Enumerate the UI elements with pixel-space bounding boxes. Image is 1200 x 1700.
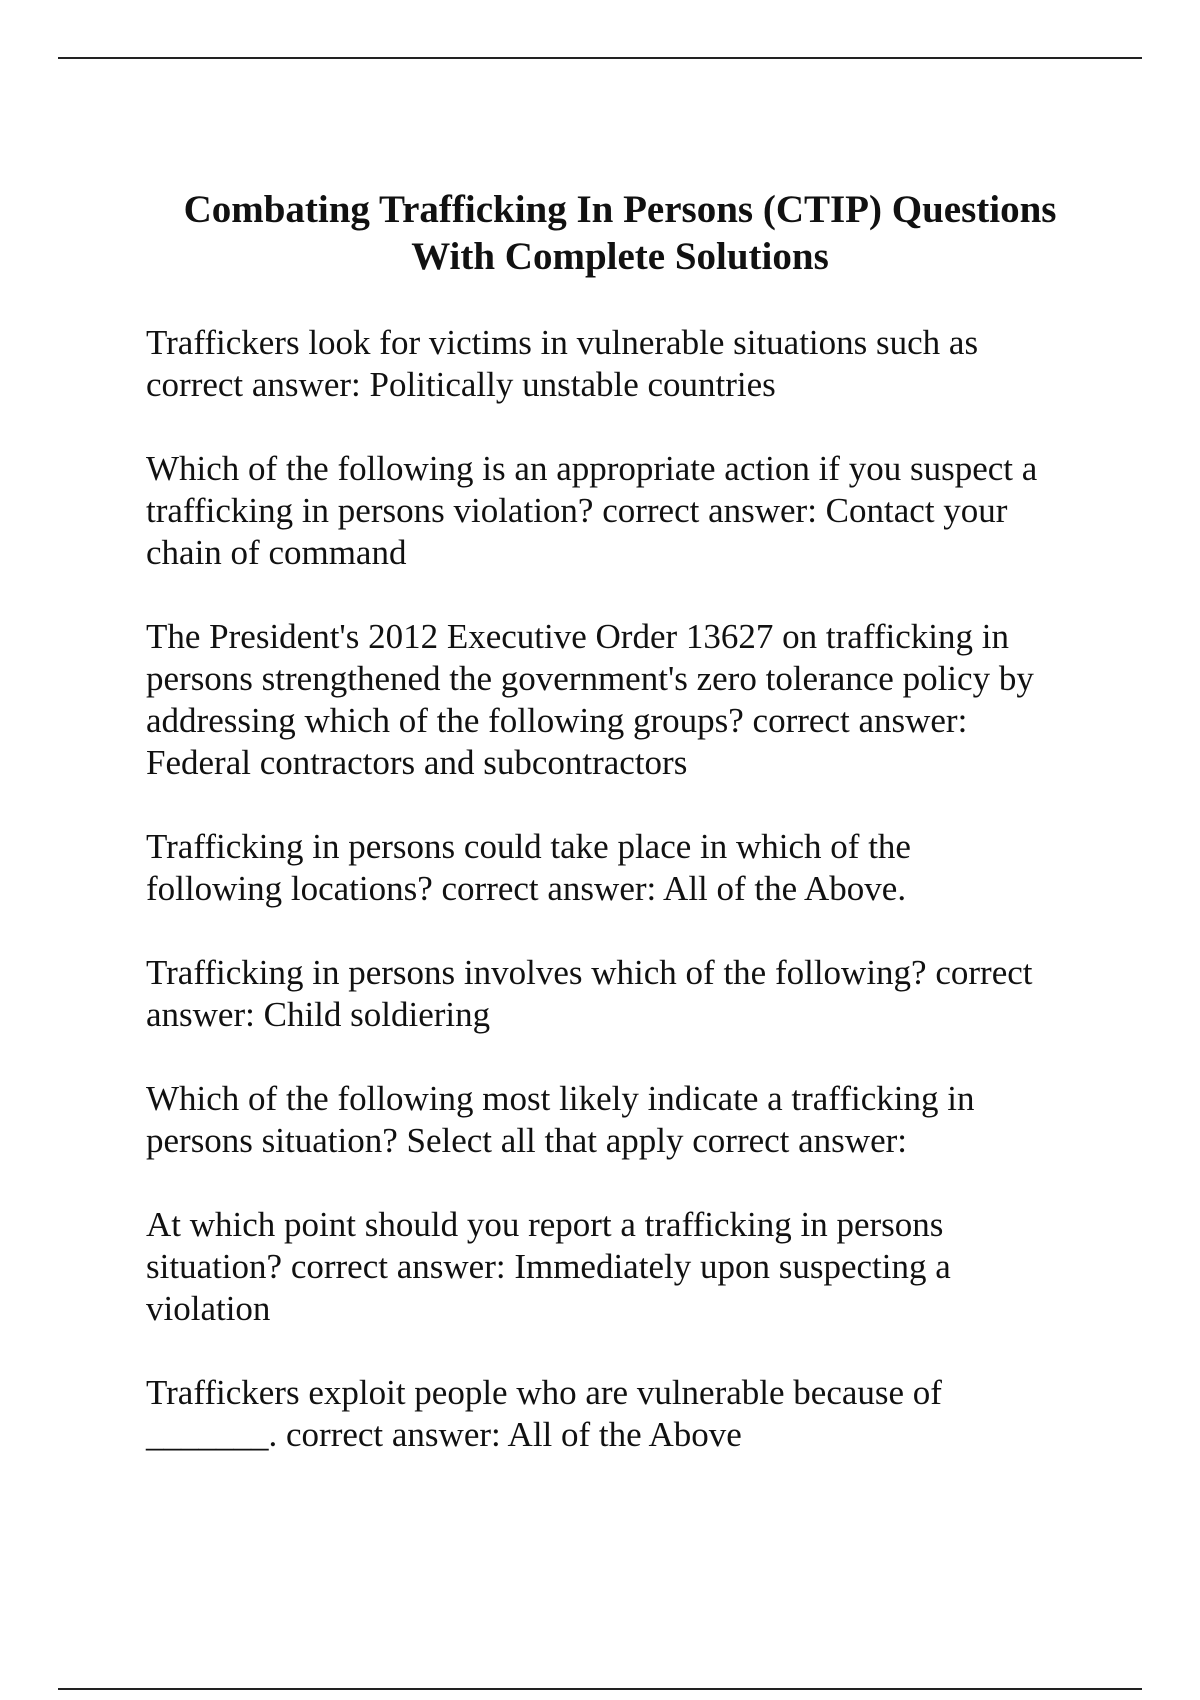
qa-text-line: _______. correct answer: All of the Above xyxy=(146,1415,742,1454)
qa-item xyxy=(146,616,1086,784)
qa-item xyxy=(146,1372,1086,1456)
qa-text-line: correct answer: Politically unstable countries xyxy=(146,365,776,404)
qa-text-line: Federal contractors and subcontractors xyxy=(146,743,688,782)
footer-rule xyxy=(58,1688,1142,1690)
qa-text-line: violation xyxy=(146,1289,271,1328)
qa-text-line: following locations? correct answer: All of the Above. xyxy=(146,869,907,908)
header-rule xyxy=(58,57,1142,59)
title-line: With Complete Solutions xyxy=(411,235,829,278)
qa-text-line: Traffickers exploit people who are vulnerable because of xyxy=(146,1373,942,1412)
qa-text-line: chain of command xyxy=(146,533,407,572)
qa-text-line: trafficking in persons violation? correct answer: Contact your xyxy=(146,491,1008,530)
qa-text-line: situation? correct answer: Immediately upon suspecting a xyxy=(146,1247,951,1286)
qa-item xyxy=(146,1078,1086,1162)
qa-text-line: The President's 2012 Executive Order 13627 on trafficking in xyxy=(146,617,1009,656)
qa-text-line: Trafficking in persons involves which of the following? correct xyxy=(146,953,1033,992)
qa-text-line: persons situation? Select all that apply correct answer: xyxy=(146,1121,907,1160)
qa-item xyxy=(146,826,1086,910)
qa-text-line: Trafficking in persons could take place in which of the xyxy=(146,827,911,866)
qa-text-line: Which of the following is an appropriate action if you suspect a xyxy=(146,449,1038,488)
qa-list xyxy=(146,322,1086,1498)
qa-text-line: answer: Child soldiering xyxy=(146,995,491,1034)
qa-item xyxy=(146,952,1086,1036)
page-title xyxy=(140,186,1100,280)
title-line: Combating Trafficking In Persons (CTIP) Questions xyxy=(183,188,1057,231)
qa-text-line: addressing which of the following groups? correct answer: xyxy=(146,701,968,740)
qa-text-line: Traffickers look for victims in vulnerable situations such as xyxy=(146,323,979,362)
qa-item xyxy=(146,322,1086,406)
qa-text-line: persons strengthened the government's zero tolerance policy by xyxy=(146,659,1034,698)
qa-item xyxy=(146,448,1086,574)
qa-text-line: At which point should you report a trafficking in persons xyxy=(146,1205,944,1244)
qa-item xyxy=(146,1204,1086,1330)
qa-text-line: Which of the following most likely indicate a trafficking in xyxy=(146,1079,975,1118)
